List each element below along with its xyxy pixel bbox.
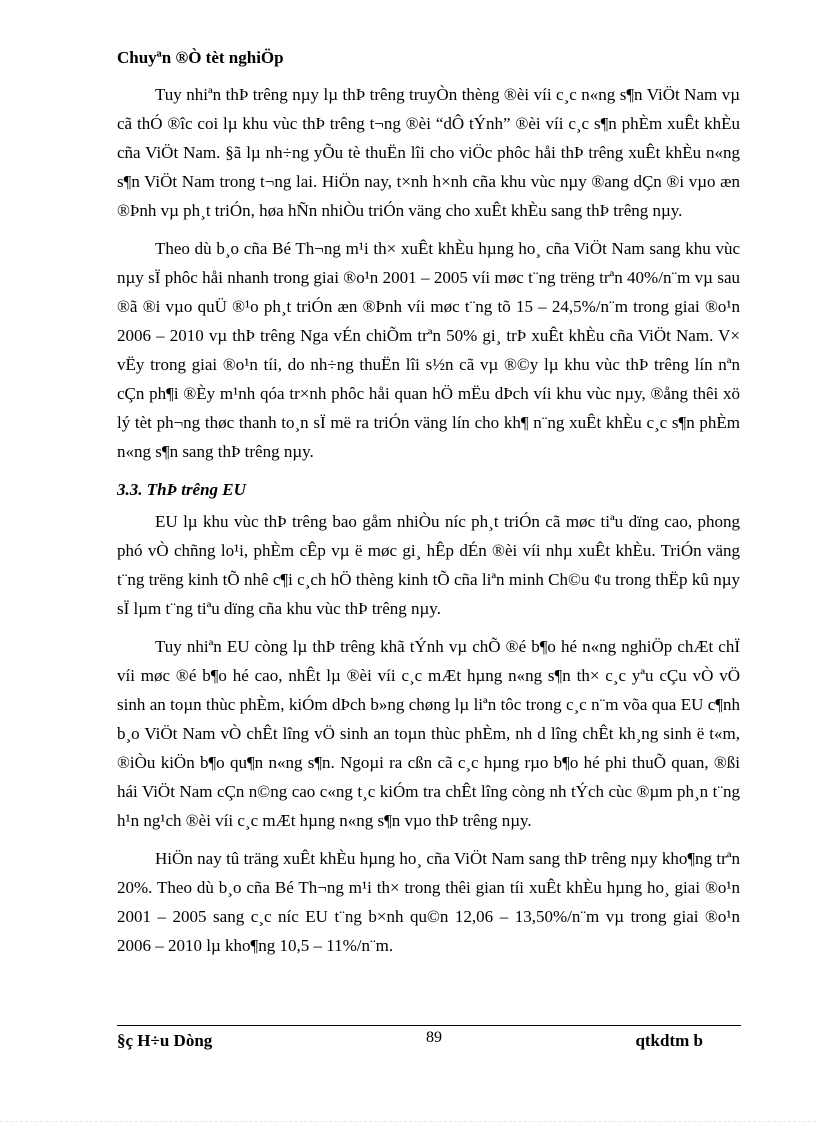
page-number: 89 <box>426 1029 442 1046</box>
footer-class-code: qtkdtm b <box>635 1031 703 1050</box>
footer-divider <box>117 1025 741 1026</box>
section-paragraph: Tuy nhiªn EU còng lµ thÞ trêng khã tÝnh vµ chÕ ®é b¶o hé n«ng nghiÖp chÆt chÏ víi møc ®é b¶o hé cao, nhÊt lµ ®èi víi c¸c mÆt hµng n«ng s¶n th× c¸c yªu cÇu vÒ vÖ sinh an toµn thùc phÈm, kiÓm dÞch b»ng chøng lµ liªn tôc trong c¸c n¨m võa qua EU c¶nh b¸o ViÖt Nam vÒ chÊt lîng vÖ sinh an toµn thùc phÈm, nh d lîng chÊt kh¸ng sinh ë t«m, ®iÒu kiÖn b¶o qu¶n n«ng s¶n. Ngoµi ra cßn cã c¸c hµng rµo b¶o hé phi thuÕ quan, ®ßi hái ViÖt Nam cÇn n©ng cao c«ng t¸c kiÓm tra chÊt lîng còng nh tÝch cùc ®µm ph¸n t¨ng h¹n ng¹ch ®èi víi c¸c mÆt hµng n«ng s¶n vµo thÞ trêng nµy. <box>117 637 740 830</box>
body-paragraph: Theo dù b¸o cña Bé Th¬ng m¹i th× xuÊt khÈu hµng ho¸ cña ViÖt Nam sang khu vùc nµy sÏ phôc håi nhanh trong giai ®o¹n 2001 – 2005 víi møc t¨ng trëng trªn 40%/n¨m vµ sau ®ã ®i vµo quÜ ®¹o ph¸t triÓn æn ®Þnh víi møc t¨ng tõ 15 – 24,5%/n¨m trong giai ®o¹n 2006 – 2010 vµ thÞ trêng Nga vÉn chiÕm trªn 50% gi¸ trÞ xuÊt khÈu cña ViÖt Nam. V× vËy trong giai ®o¹n tíi, do nh÷ng thuËn lîi s½n cã vµ ®©y lµ khu vùc thÞ trêng lín nªn cÇn ph¶i ®Èy m¹nh qóa tr×nh phôc håi quan hÖ mËu dÞch víi khu vùc nµy, ®ång thêi xö lý tèt ph¬ng thøc thanh to¸n sÏ më ra triÓn väng lín cho kh¶ n¨ng xuÊt khÈu c¸c s¶n phÈm n«ng s¶n sang thÞ trêng nµy. <box>117 239 740 461</box>
footer-author: §ç H÷u Dòng <box>117 1031 213 1050</box>
body-paragraph: Tuy nhiªn thÞ trêng nµy lµ thÞ trêng truyÒn thèng ®èi víi c¸c n«ng s¶n ViÖt Nam vµ cã thÓ ®îc coi lµ khu vùc thÞ trêng t¬ng ®èi “dÔ tÝnh” ®èi víi c¸c s¶n phÈm xuÊt khÈu cña ViÖt Nam. §ã lµ nh÷ng yÕu tè thuËn lîi cho viÖc phôc håi thÞ trêng xuÊt khÈu n«ng s¶n ViÖt Nam trong t¬ng lai. HiÖn nay, t×nh h×nh cña khu vùc nµy ®ang dÇn ®i vµo æn ®Þnh vµ ph¸t triÓn, høa hÑn nhiÒu triÓn väng cho xuÊt khÈu sang thÞ trêng nµy. <box>117 85 740 220</box>
document-body <box>117 80 740 960</box>
section-heading: 3.3. ThÞ trêng EU <box>117 480 246 499</box>
section-paragraph: HiÖn nay tû träng xuÊt khÈu hµng ho¸ cña ViÖt Nam sang thÞ trêng nµy kho¶ng trªn 20%. Theo dù b¸o cña Bé Th¬ng m¹i th× trong thêi gian tíi xuÊt khÈu hµng ho¸ giai ®o¹n 2001 – 2005 sang c¸c níc EU t¨ng b×nh qu©n 12,06 – 13,50%/n¨m vµ trong giai ®o¹n 2006 – 2010 lµ kho¶ng 10,5 – 11%/n¨m. <box>117 849 740 955</box>
document-header-title: Chuyªn ®Ò tèt nghiÖp <box>117 48 284 67</box>
page-bottom-edge <box>0 1121 816 1122</box>
section-paragraph: EU lµ khu vùc thÞ trêng bao gåm nhiÒu níc ph¸t triÓn cã møc tiªu dïng cao, phong phó vÒ chñng lo¹i, phÈm cÊp vµ ë møc gi¸ hÊp dÉn ®èi víi nhµ xuÊt khÈu. TriÓn väng t¨ng trëng kinh tÕ nhê c¶i c¸ch hÖ thèng kinh tÕ cña liªn minh Ch©u ¢u trong thËp kû nµy sÏ lµm t¨ng tiªu dïng cña khu vùc thÞ trêng nµy. <box>117 512 740 618</box>
